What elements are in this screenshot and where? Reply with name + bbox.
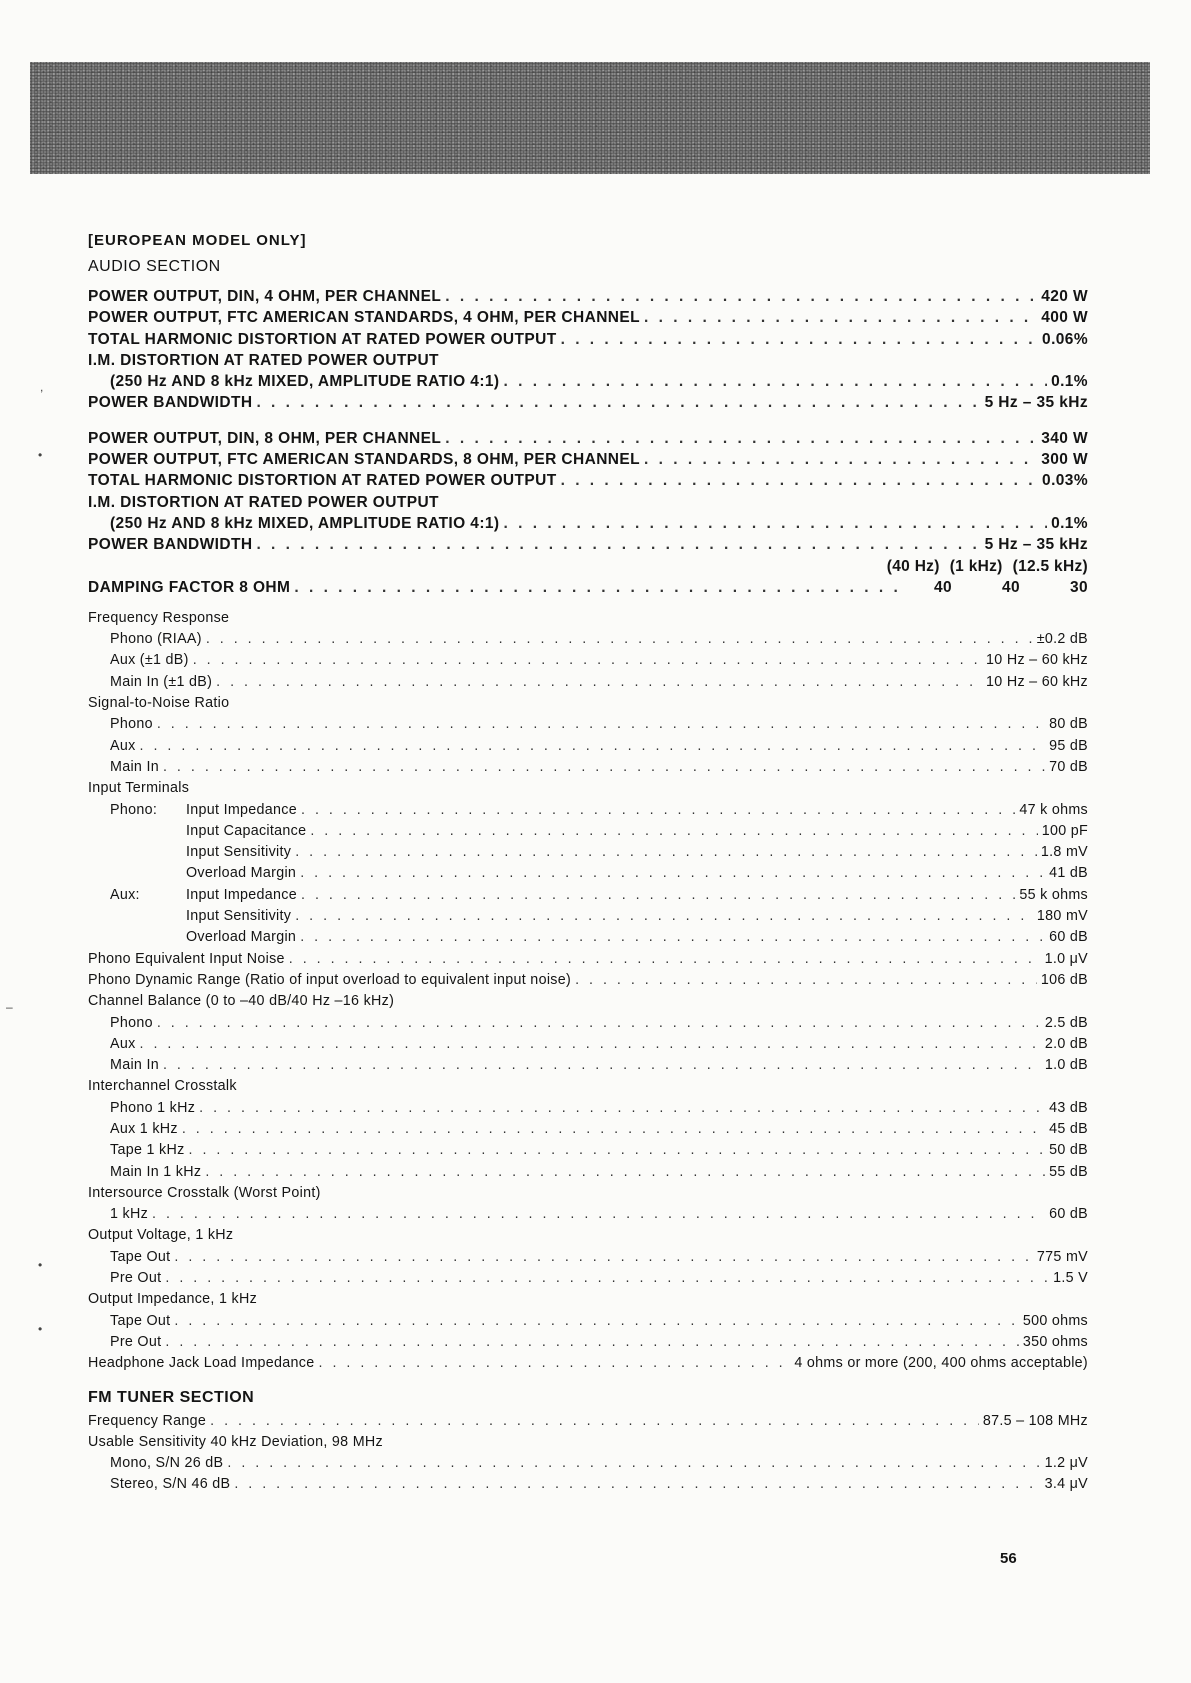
damping-freq-headers [88, 556, 1088, 577]
spec-row: Main In 1 kHz . . . 55 dB [88, 1162, 1088, 1183]
fm-specs [88, 1411, 1088, 1496]
group-title: Interchannel Crosstalk [88, 1078, 237, 1095]
damping-value-1khz: 40 [1001, 578, 1020, 596]
spec-row: Main In . . . 70 dB [88, 757, 1088, 778]
group-title: Output Voltage, 1 kHz [88, 1227, 234, 1244]
spec-row: Tape Out . . . 775 mV [88, 1247, 1088, 1268]
group-title: Usable Sensitivity 40 kHz Deviation, 98 MHz [88, 1433, 383, 1450]
page-number: 56 [1000, 1550, 1017, 1567]
group-title: Frequency Response [88, 609, 230, 626]
ohm4-block [88, 286, 1088, 414]
spec-row: Aux (±1 dB) . . . 10 Hz – 60 kHz [88, 650, 1088, 671]
spec-row: Phono: Input Impedance . . . 47 k ohms [88, 800, 1088, 821]
spec-row: Overload Margin . . . 41 dB [88, 863, 1088, 884]
spec-row: Input Capacitance . . . 100 pF [88, 821, 1088, 842]
group-title: Signal-to-Noise Ratio [88, 695, 230, 712]
audio-section-title: AUDIO SECTION [88, 258, 221, 275]
spec-row: TOTAL HARMONIC DISTORTION AT RATED POWER OUTPUT . . . 0.03% [88, 470, 1088, 491]
spec-row: POWER BANDWIDTH . . . 5 Hz – 35 kHz [88, 392, 1088, 413]
spec-row: POWER OUTPUT, DIN, 8 OHM, PER CHANNEL . . . 340 W [88, 428, 1088, 449]
spec-row: Input Sensitivity . . . 1.8 mV [88, 842, 1088, 863]
spec-row: Tape 1 kHz . . . 50 dB [88, 1140, 1088, 1161]
spec-row: Mono, S/N 26 dB . . . 1.2 μV [88, 1453, 1088, 1474]
spec-row: Phono Dynamic Range (Ratio of input overload to equivalent input noise) . . . 106 dB [88, 970, 1088, 991]
group-title: Input Terminals [88, 780, 190, 797]
model-note: [EUROPEAN MODEL ONLY] [88, 232, 307, 249]
damping-freq-40hz: (40 Hz) [886, 557, 940, 575]
spec-row: Input Sensitivity . . . 180 mV [88, 906, 1088, 927]
damping-row: DAMPING FACTOR 8 OHM . . . 40 40 30 [88, 577, 1088, 598]
spec-sheet [88, 230, 1088, 1496]
spec-row: Aux 1 kHz . . . 45 dB [88, 1119, 1088, 1140]
spec-row: POWER OUTPUT, FTC AMERICAN STANDARDS, 8 OHM, PER CHANNEL . . . 300 W [88, 449, 1088, 470]
spec-row: (250 Hz AND 8 kHz MIXED, AMPLITUDE RATIO 4:1) . . . 0.1% [88, 513, 1088, 534]
fm-section-title: FM TUNER SECTION [88, 1388, 255, 1406]
spec-row: Tape Out . . . 500 ohms [88, 1311, 1088, 1332]
spec-row: Headphone Jack Load Impedance . . . 4 ohms or more (200, 400 ohms acceptable) [88, 1353, 1088, 1374]
damping-value-12khz: 30 [1069, 578, 1088, 596]
spec-row: Phono (RIAA) . . . ±0.2 dB [88, 629, 1088, 650]
spec-row: Phono Equivalent Input Noise . . . 1.0 μV [88, 949, 1088, 970]
spec-row: Aux: Input Impedance . . . 55 k ohms [88, 885, 1088, 906]
phono-terminal-label: Phono: [110, 801, 158, 818]
header-banner [30, 62, 1150, 174]
spec-row: Frequency Range . . . 87.5 – 108 MHz [88, 1411, 1088, 1432]
spec-row: POWER OUTPUT, FTC AMERICAN STANDARDS, 4 OHM, PER CHANNEL . . . 400 W [88, 307, 1088, 328]
spec-row: Pre Out . . . 350 ohms [88, 1332, 1088, 1353]
spec-row: POWER OUTPUT, DIN, 4 OHM, PER CHANNEL . . . 420 W [88, 286, 1088, 307]
spec-row: Phono . . . 80 dB [88, 714, 1088, 735]
spec-row: I.M. DISTORTION AT RATED POWER OUTPUT [88, 493, 439, 511]
spec-row: Main In (±1 dB) . . . 10 Hz – 60 kHz [88, 672, 1088, 693]
group-title: Intersource Crosstalk (Worst Point) [88, 1184, 321, 1201]
damping-value-40hz: 40 [933, 578, 952, 596]
spec-row: TOTAL HARMONIC DISTORTION AT RATED POWER OUTPUT . . . 0.06% [88, 329, 1088, 350]
damping-freq-12khz: (12.5 kHz) [1012, 557, 1088, 575]
spec-row: Stereo, S/N 46 dB . . . 3.4 μV [88, 1474, 1088, 1495]
spec-row: Main In . . . 1.0 dB [88, 1055, 1088, 1076]
spec-row: Phono . . . 2.5 dB [88, 1013, 1088, 1034]
spec-row: Pre Out . . . 1.5 V [88, 1268, 1088, 1289]
spec-row: I.M. DISTORTION AT RATED POWER OUTPUT [88, 351, 439, 369]
spec-row: Phono 1 kHz . . . 43 dB [88, 1098, 1088, 1119]
spec-row: (250 Hz AND 8 kHz MIXED, AMPLITUDE RATIO 4:1) . . . 0.1% [88, 371, 1088, 392]
spec-row: 1 kHz . . . 60 dB [88, 1204, 1088, 1225]
aux-terminal-label: Aux: [110, 886, 140, 903]
spec-row: Aux . . . 95 dB [88, 736, 1088, 757]
detailed-specs [88, 608, 1088, 1375]
spec-row: POWER BANDWIDTH . . . 5 Hz – 35 kHz [88, 534, 1088, 555]
ohm8-block [88, 428, 1088, 598]
group-title: Channel Balance (0 to –40 dB/40 Hz –16 kHz) [88, 993, 395, 1010]
damping-freq-1khz: (1 kHz) [949, 557, 1003, 575]
group-title: Output Impedance, 1 kHz [88, 1291, 258, 1308]
spec-row: Aux . . . 2.0 dB [88, 1034, 1088, 1055]
spec-row: Overload Margin . . . 60 dB [88, 927, 1088, 948]
